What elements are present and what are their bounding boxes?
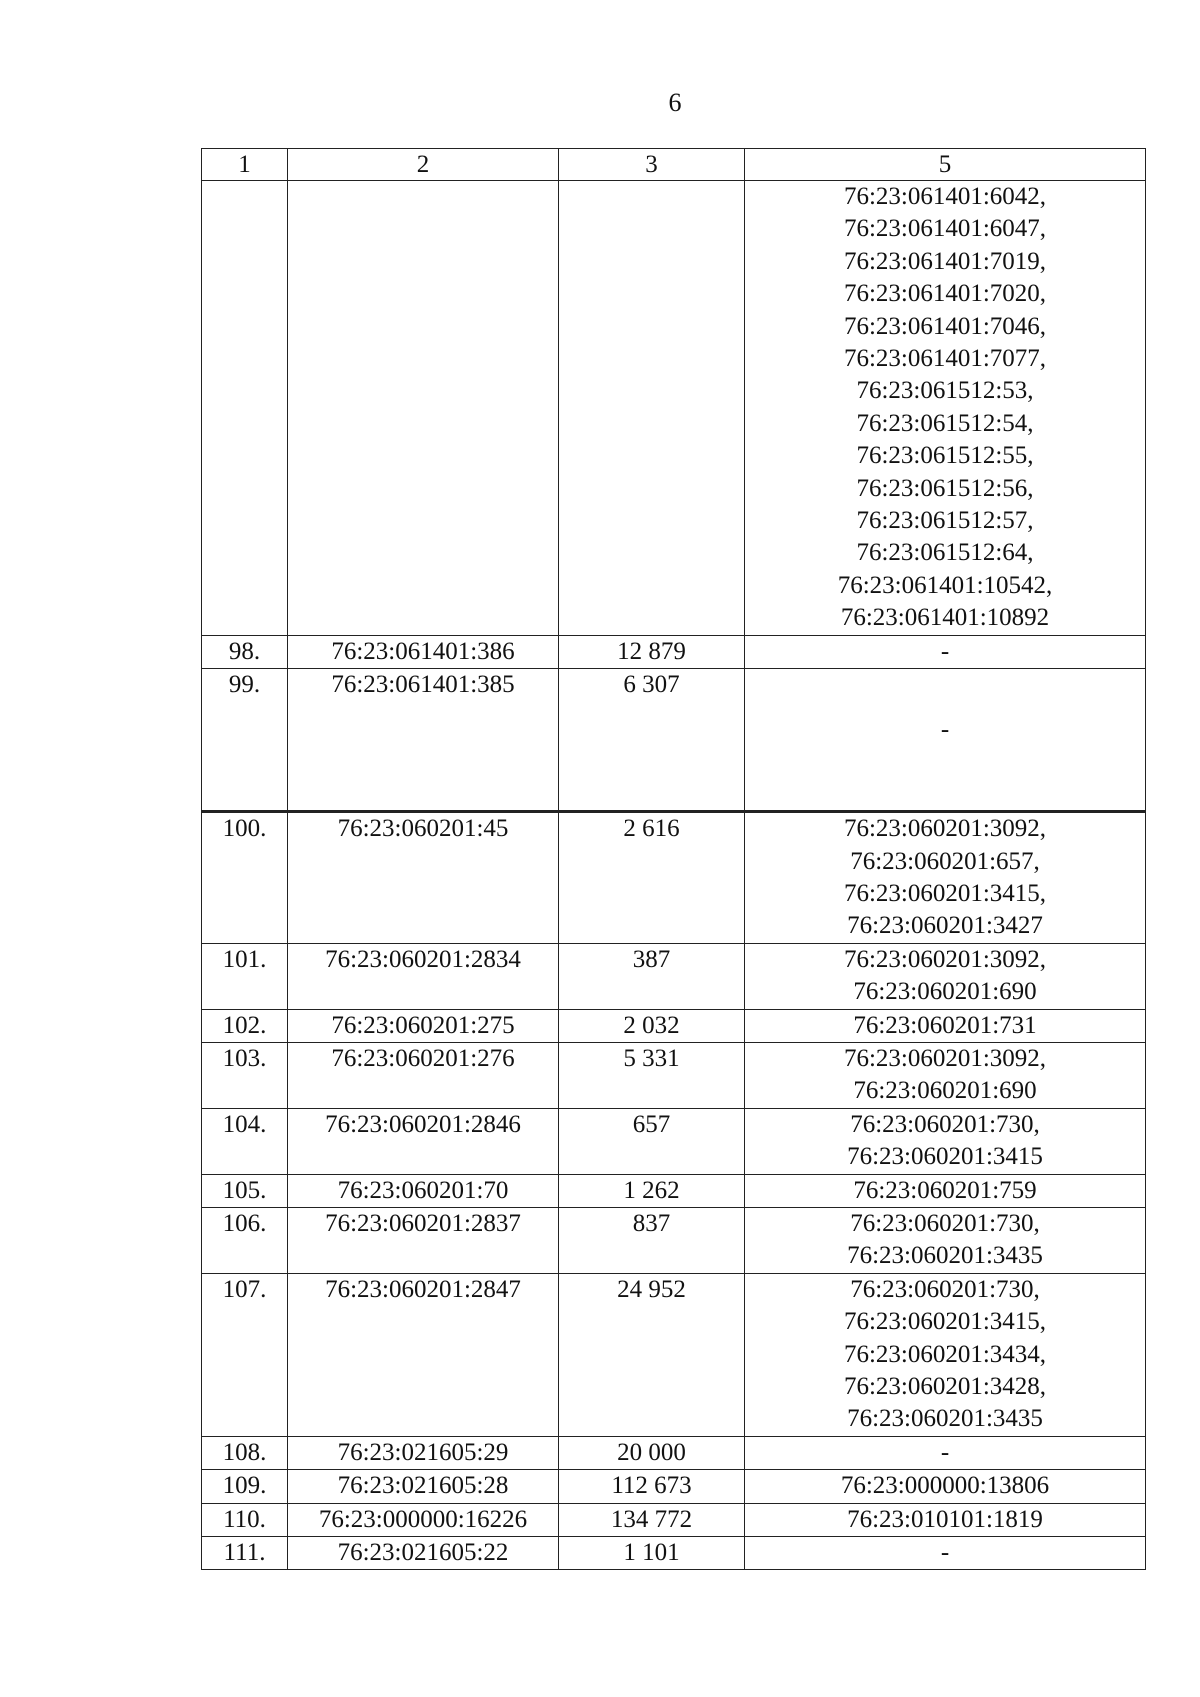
related-object-line: 76:23:060201:3427 xyxy=(847,912,1043,940)
table-body xyxy=(202,181,1146,1570)
related-object-line: 76:23:061401:7077, xyxy=(843,345,1047,373)
related-object-line: 76:23:061401:6042, xyxy=(843,183,1047,210)
cadastral-number-cell: 76:23:060201:2837 xyxy=(288,1207,559,1273)
table-row xyxy=(202,1207,1146,1273)
row-number-cell: 102. xyxy=(202,1009,288,1042)
related-object-line: 76:23:061512:64, xyxy=(856,539,1034,567)
related-object-line: 76:23:060201:3415 xyxy=(847,1143,1043,1171)
related-object-line: 76:23:060201:3092, xyxy=(843,1044,1047,1072)
row-number-cell: 101. xyxy=(202,943,288,1009)
row-number-cell xyxy=(202,181,288,636)
table-row xyxy=(202,1108,1146,1174)
row-number-cell: 99. xyxy=(202,669,288,812)
related-object-line: 76:23:060201:3415, xyxy=(843,879,1047,907)
cadastral-number-cell: 76:23:060201:275 xyxy=(288,1009,559,1042)
related-objects-cell xyxy=(745,1108,1146,1174)
related-object-line: 76:23:061401:10892 xyxy=(840,604,1050,632)
related-objects-cell xyxy=(745,1174,1146,1207)
related-object-line: 76:23:061512:54, xyxy=(856,409,1034,437)
area-cell: 2 616 xyxy=(559,812,745,944)
area-cell: 2 032 xyxy=(559,1009,745,1042)
related-object-line: 76:23:061401:7019, xyxy=(843,247,1047,275)
related-objects-cell xyxy=(745,1207,1146,1273)
row-number-cell: 104. xyxy=(202,1108,288,1174)
related-object-line: 76:23:060201:657, xyxy=(850,847,1040,875)
related-object-line: 76:23:061512:57, xyxy=(856,507,1034,535)
related-object-line: 76:23:060201:3434, xyxy=(843,1340,1047,1368)
row-number-cell: 109. xyxy=(202,1470,288,1503)
related-objects-cell xyxy=(745,1503,1146,1536)
related-object-line: 76:23:060201:730, xyxy=(850,1209,1040,1237)
table-row xyxy=(202,1174,1146,1207)
related-objects-cell xyxy=(745,943,1146,1009)
cadastral-number-cell: 76:23:060201:2834 xyxy=(288,943,559,1009)
area-cell: 12 879 xyxy=(559,635,745,668)
related-object-line: 76:23:060201:3092, xyxy=(843,815,1047,843)
column-header: 3 xyxy=(559,149,745,181)
related-object-line: 76:23:061401:7020, xyxy=(843,280,1047,308)
row-number-cell: 108. xyxy=(202,1436,288,1469)
cadastral-number-cell: 76:23:021605:22 xyxy=(288,1537,559,1570)
table-row xyxy=(202,812,1146,944)
related-objects-cell xyxy=(745,1273,1146,1436)
related-objects-cell xyxy=(745,1537,1146,1570)
table-row xyxy=(202,1042,1146,1108)
related-objects-cell xyxy=(745,812,1146,944)
related-object-line: 76:23:061512:55, xyxy=(856,442,1034,470)
related-object-line: 76:23:060201:3435 xyxy=(847,1405,1043,1433)
table-row xyxy=(202,1273,1146,1436)
related-objects-cell xyxy=(745,1042,1146,1108)
related-object-line: 76:23:010101:1819 xyxy=(847,1505,1043,1533)
related-object-line: 76:23:060201:730, xyxy=(850,1110,1040,1138)
area-cell: 20 000 xyxy=(559,1436,745,1469)
related-object-line: 76:23:060201:3428, xyxy=(843,1373,1047,1400)
area-cell: 657 xyxy=(559,1108,745,1174)
related-object-line: 76:23:061401:6047, xyxy=(843,215,1047,243)
cadastral-number-cell: 76:23:000000:16226 xyxy=(288,1503,559,1536)
cadastral-number-cell: 76:23:060201:45 xyxy=(288,812,559,944)
table-row xyxy=(202,1009,1146,1042)
area-cell: 1 101 xyxy=(559,1537,745,1570)
cadastral-number-cell: 76:23:060201:2846 xyxy=(288,1108,559,1174)
cadastral-number-cell xyxy=(288,181,559,636)
related-object-line: - xyxy=(940,637,950,665)
related-objects-cell xyxy=(745,1009,1146,1042)
area-cell: 837 xyxy=(559,1207,745,1273)
area-cell: 6 307 xyxy=(559,669,745,812)
related-object-line: - xyxy=(940,1438,950,1466)
area-cell: 24 952 xyxy=(559,1273,745,1436)
cadastral-number-cell: 76:23:060201:276 xyxy=(288,1042,559,1108)
related-object-line: - xyxy=(940,716,950,744)
area-cell: 1 262 xyxy=(559,1174,745,1207)
related-object-line: 76:23:061401:10542, xyxy=(837,571,1053,599)
related-objects-cell xyxy=(745,1436,1146,1469)
column-header: 2 xyxy=(288,149,559,181)
row-number-cell: 111. xyxy=(202,1537,288,1570)
related-object-line: 76:23:061401:7046, xyxy=(843,312,1047,340)
row-number-cell: 105. xyxy=(202,1174,288,1207)
table-row xyxy=(202,1503,1146,1536)
related-object-line: 76:23:060201:730, xyxy=(850,1275,1040,1303)
land-plot-table xyxy=(201,148,1146,1570)
related-object-line: 76:23:060201:759 xyxy=(853,1176,1037,1204)
area-cell: 134 772 xyxy=(559,1503,745,1536)
row-number-cell: 103. xyxy=(202,1042,288,1108)
area-cell: 5 331 xyxy=(559,1042,745,1108)
cadastral-number-cell: 76:23:021605:29 xyxy=(288,1436,559,1469)
row-number-cell: 106. xyxy=(202,1207,288,1273)
related-objects-cell xyxy=(745,181,1146,636)
page-number: 6 xyxy=(668,88,682,117)
table-row xyxy=(202,943,1146,1009)
cadastral-number-cell: 76:23:021605:28 xyxy=(288,1470,559,1503)
area-cell: 387 xyxy=(559,943,745,1009)
cadastral-number-cell: 76:23:060201:70 xyxy=(288,1174,559,1207)
table-row xyxy=(202,669,1146,812)
table-row xyxy=(202,635,1146,668)
related-object-line: - xyxy=(940,1539,950,1567)
table-header-row xyxy=(202,149,1146,181)
related-objects-cell xyxy=(745,1470,1146,1503)
related-object-line: 76:23:000000:13806 xyxy=(840,1472,1050,1500)
cadastral-number-cell: 76:23:061401:386 xyxy=(288,635,559,668)
related-object-line: 76:23:061512:53, xyxy=(856,377,1034,405)
related-objects-cell xyxy=(745,669,1146,812)
table-row xyxy=(202,1537,1146,1570)
row-number-cell: 100. xyxy=(202,812,288,944)
related-object-line: 76:23:060201:3435 xyxy=(847,1242,1043,1270)
area-cell xyxy=(559,181,745,636)
table-row xyxy=(202,1470,1146,1503)
column-header: 5 xyxy=(745,149,1146,181)
area-cell: 112 673 xyxy=(559,1470,745,1503)
column-header: 1 xyxy=(202,149,288,181)
row-number-cell: 98. xyxy=(202,635,288,668)
cadastral-number-cell: 76:23:060201:2847 xyxy=(288,1273,559,1436)
related-object-line: 76:23:060201:690 xyxy=(853,1077,1037,1105)
row-number-cell: 107. xyxy=(202,1273,288,1436)
cadastral-number-cell: 76:23:061401:385 xyxy=(288,669,559,812)
related-object-line: 76:23:060201:3415, xyxy=(843,1308,1047,1336)
related-object-line: 76:23:060201:690 xyxy=(853,978,1037,1006)
related-object-line: 76:23:061512:56, xyxy=(856,474,1034,502)
table-row xyxy=(202,181,1146,636)
row-number-cell: 110. xyxy=(202,1503,288,1536)
related-object-line: 76:23:060201:731 xyxy=(853,1011,1037,1039)
land-plot-table-container xyxy=(201,148,1146,1570)
related-objects-cell xyxy=(745,635,1146,668)
related-object-line: 76:23:060201:3092, xyxy=(843,945,1047,973)
table-row xyxy=(202,1436,1146,1469)
